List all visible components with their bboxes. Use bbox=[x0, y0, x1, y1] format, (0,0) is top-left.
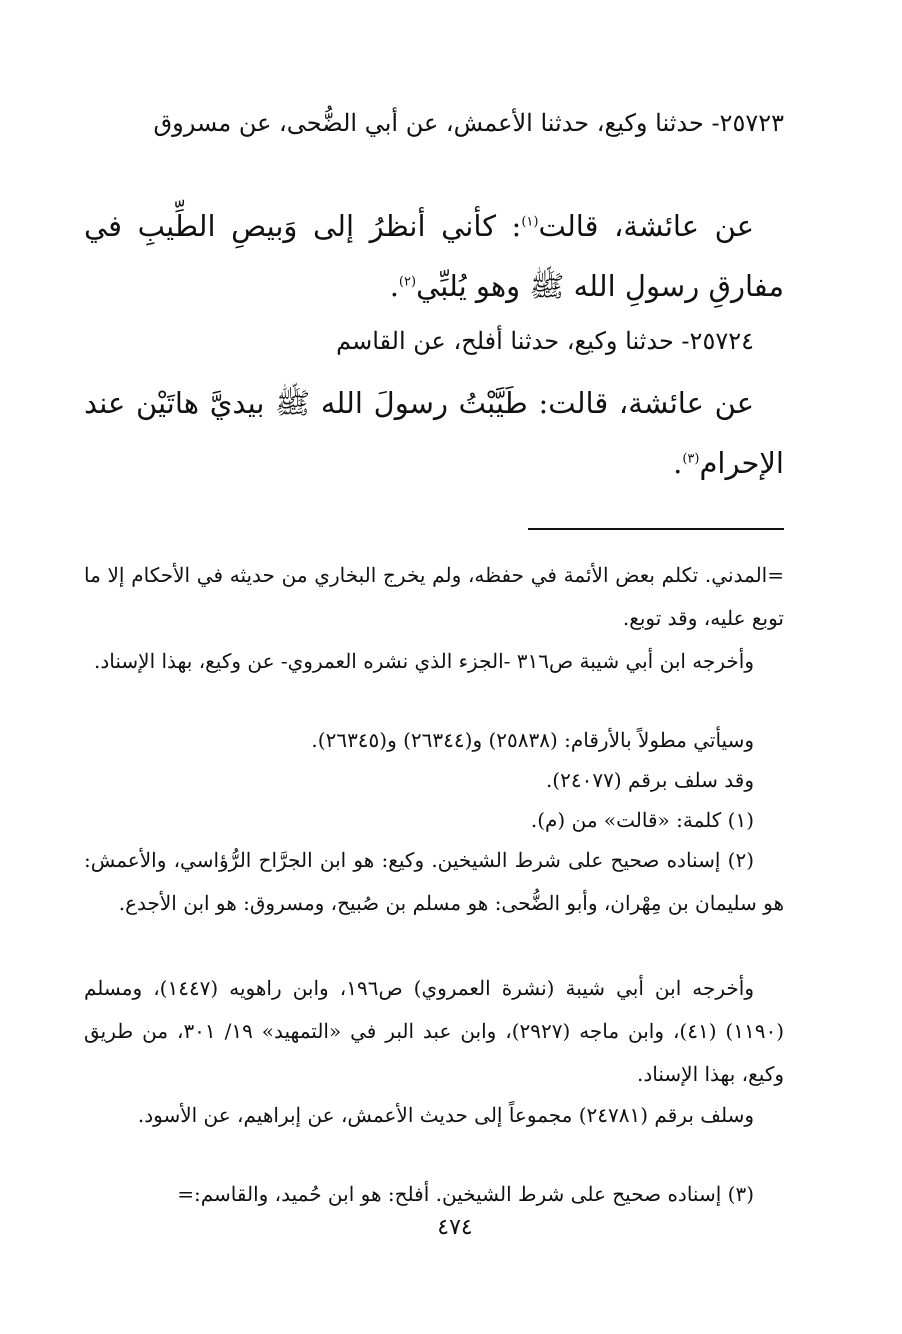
footnote-1: (١) كلمة: «قالت» من (م). bbox=[530, 808, 754, 832]
hadith-25724-text-part1: عن عائشة، قالت: طَيَّبْتُ رسولَ الله ﷺ بيديَّ هاتَيْن عند الإحرام bbox=[84, 386, 784, 480]
hadith-25723-text bbox=[84, 196, 784, 316]
footnote-source-ibn-abi-shayba: وأخرجه ابن أبي شيبة ص٣١٦ -الجزء الذي نشره العمروي- عن وكيع، بهذا الإسناد. bbox=[94, 649, 754, 673]
footnote-2-previously: وسلف برقم (٢٤٧٨١) مجموعاً إلى حديث الأعمش، عن إبراهيم، عن الأسود. bbox=[137, 1103, 754, 1127]
hadith-25724-text bbox=[84, 373, 784, 493]
hadith-25724-text-end: . bbox=[673, 446, 683, 480]
hadith-25723-text-part1: عن عائشة، قالت bbox=[538, 209, 754, 243]
footnote-see-also: وسيأتي مطولاً بالأرقام: (٢٥٨٣٨) و(٢٦٣٤٤) و(٢٦٣٤٥). bbox=[311, 728, 754, 752]
hadith-25723-text-part2: : كأني أنظرُ إلى وَبيصِ الطِّيبِ في مفارقِ رسولِ الله ﷺ وهو يُلبِّي bbox=[84, 209, 784, 303]
hadith-25723-text-end: . bbox=[389, 269, 399, 303]
footnote-separator bbox=[528, 528, 784, 530]
footnote-2: (٢) إسناده صحيح على شرط الشيخين. وكيع: هو ابن الجرَّاح الرُّؤاسي، والأعمش: هو سليمان بن مِهْران، وأبو الضُّحى: هو مسلم بن صُبيح، ومسروق: هو ابن الأجدع. bbox=[84, 848, 784, 915]
footnote-continued: =المدني. تكلم بعض الأئمة في حفظه، ولم يخرج البخاري من حديثه في الأحكام إلا ما توبع عليه، وقد توبع. bbox=[84, 563, 784, 630]
hadith-25724-isnad: ٢٥٧٢٤- حدثنا وكيع، حدثنا أفلح، عن القاسم bbox=[336, 327, 754, 355]
footnote-marker-2: (٢) bbox=[398, 274, 417, 290]
footnote-2-sources: وأخرجه ابن أبي شيبة (نشرة العمروي) ص١٩٦، وابن راهويه (١٤٤٧)، ومسلم (١١٩٠) (٤١)، وابن ماجه (٢٩٢٧)، وابن عبد البر في «التمهيد» ١٩/ ٣٠١، من طريق وكيع، بهذا الإسناد. bbox=[84, 976, 784, 1086]
hadith-25723-isnad: ٢٥٧٢٣- حدثنا وكيع، حدثنا الأعمش، عن أبي الضُّحى، عن مسروق bbox=[153, 109, 784, 137]
page-number: ٤٧٤ bbox=[437, 1215, 473, 1240]
footnote-marker-3: (٣) bbox=[682, 451, 700, 467]
footnote-3: (٣) إسناده صحيح على شرط الشيخين. أفلح: هو ابن حُميد، والقاسم:= bbox=[177, 1182, 754, 1206]
footnote-previously: وقد سلف برقم (٢٤٠٧٧). bbox=[545, 768, 754, 792]
footnote-marker-1: (١) bbox=[521, 214, 539, 230]
